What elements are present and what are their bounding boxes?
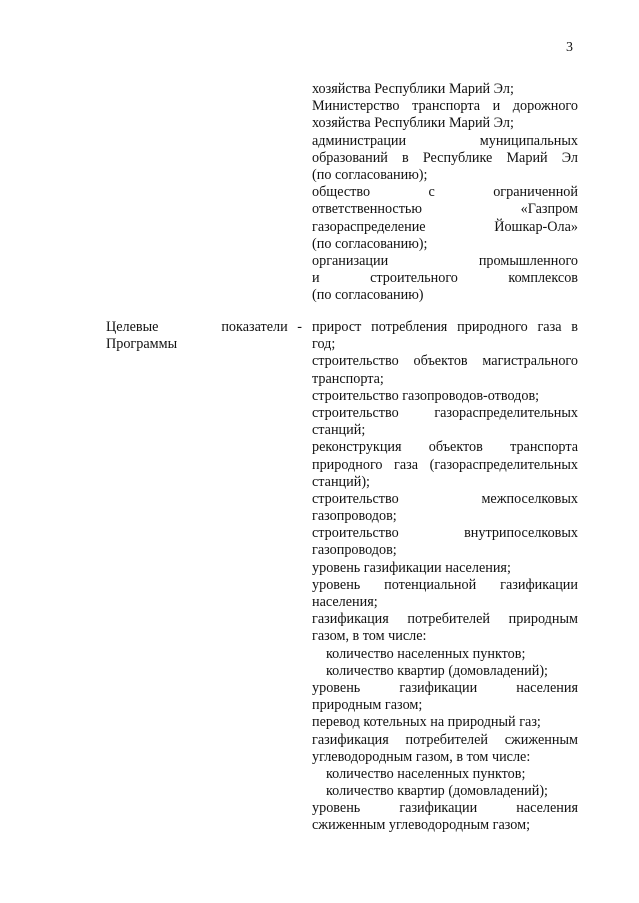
executors_tail-line: и строительного комплексов	[312, 270, 578, 287]
targets-line: газификация потребителей сжиженным	[312, 731, 578, 748]
targets-line: количество населенных пунктов;	[326, 645, 526, 662]
targets-line: станций;	[312, 422, 366, 439]
executors_tail-line: Министерство транспорта и дорожного	[312, 98, 578, 115]
targets-line: строительство газопроводов-отводов;	[312, 387, 540, 404]
targets-line: уровень газификации населения	[312, 679, 578, 696]
targets-line: транспорта;	[312, 370, 384, 387]
targets-line: год;	[312, 336, 336, 353]
targets-line: перевод котельных на природный газ;	[312, 714, 541, 731]
targets-line: газификация потребителей природным	[312, 611, 578, 628]
executors-text-block	[312, 81, 578, 304]
targets-label-word1: Целевые	[106, 319, 159, 335]
targets-line: природным газом;	[312, 697, 423, 714]
targets-label	[106, 319, 302, 353]
executors_tail-line: общество с ограниченной	[312, 184, 578, 201]
targets-label-dash: -	[297, 319, 302, 335]
executors_tail-line: хозяйства Республики Марий Эл;	[312, 81, 514, 97]
targets-label-line2: Программы	[106, 336, 178, 353]
targets-line: углеводородным газом, в том числе:	[312, 748, 531, 765]
targets-line: уровень потенциальной газификации	[312, 576, 578, 593]
executors_tail-line: (по согласованию);	[312, 235, 428, 252]
targets-line: уровень газификации населения	[312, 800, 578, 817]
targets-line: уровень газификации населения;	[312, 559, 511, 576]
targets-line: прирост потребления природного газа в	[312, 319, 578, 335]
targets-line: газом, в том числе:	[312, 628, 427, 645]
targets-line: количество квартир (домовладений);	[326, 783, 549, 800]
executors_tail-line: (по согласованию)	[312, 287, 424, 304]
executors_tail-line: (по согласованию);	[312, 166, 428, 183]
targets-line: количество населенных пунктов;	[326, 765, 526, 782]
executors_tail-line: организации промышленного	[312, 252, 578, 269]
targets-line: строительство межпоселковых	[312, 490, 578, 507]
targets-line: станций);	[312, 473, 371, 490]
targets-line: реконструкция объектов транспорта	[312, 439, 578, 456]
targets-line: строительство внутрипоселковых	[312, 525, 578, 542]
targets-line: населения;	[312, 594, 378, 610]
targets-line: сжиженным углеводородным газом;	[312, 817, 531, 834]
executors_tail-line: газораспределение Йошкар-Ола»	[312, 218, 578, 235]
targets-line: строительство объектов магистрального	[312, 353, 578, 370]
executors_tail-line: ответственностью «Газпром	[312, 201, 578, 218]
targets-line: газопроводов;	[312, 508, 397, 525]
page-number: 3	[566, 40, 573, 55]
targets-line: газопроводов;	[312, 542, 397, 559]
targets-line: природного газа (газораспределительных	[312, 456, 578, 473]
targets-label-word2: показатели	[221, 319, 288, 335]
executors_tail-line: хозяйства Республики Марий Эл;	[312, 115, 514, 132]
targets-text-block	[312, 319, 578, 835]
targets-line: строительство газораспределительных	[312, 404, 578, 421]
executors_tail-line: администрации муниципальных	[312, 132, 578, 149]
targets-line: количество квартир (домовладений);	[326, 662, 549, 679]
executors_tail-line: образований в Республике Марий Эл	[312, 149, 578, 166]
